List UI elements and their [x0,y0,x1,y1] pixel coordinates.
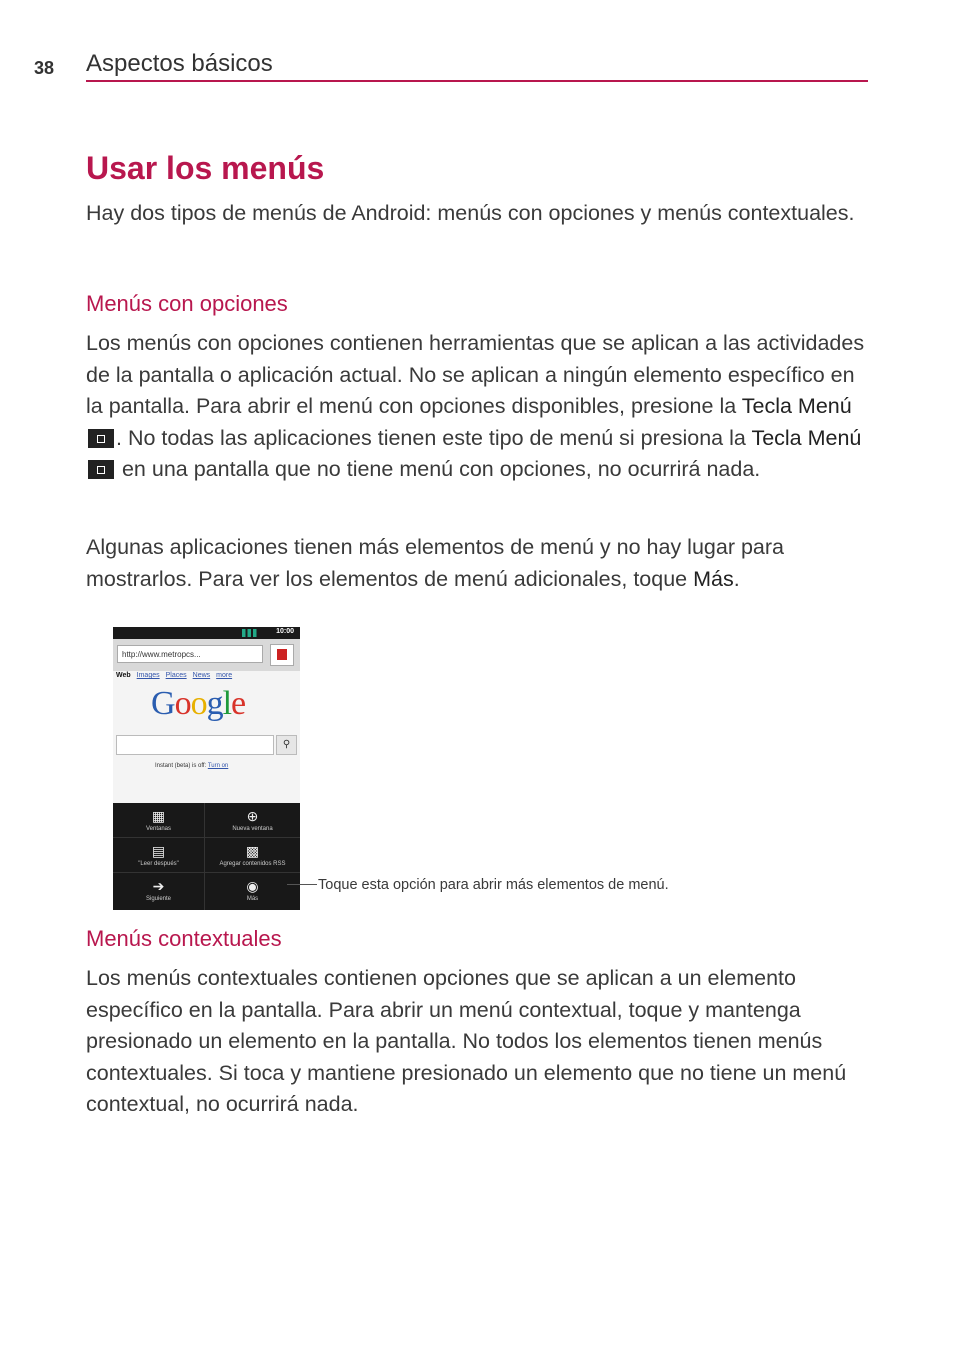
google-logo [151,685,245,723]
options-text-part: . No todas las aplicaciones tienen este tipo de menú si presiona la [116,425,752,450]
menu-item-label: Siguiente [145,896,172,902]
signal-icon [242,629,260,637]
windows-icon: ▦ [151,808,166,824]
menu-item-label: "Leer después" [138,861,179,867]
options-menu-heading: Menús con opciones [86,291,288,316]
intro-paragraph: Hay dos tipos de menús de Android: menús con opciones y menús contextuales. [86,201,855,225]
forward-arrow-icon: ➔ [152,878,165,894]
header-rule [86,80,868,82]
menu-key-icon [88,429,114,448]
logo-letter: l [222,685,232,722]
menu-item-label: Más [246,896,259,902]
options-text-part: Algunas aplicaciones tienen más elementos de menú y no hay lugar para mostrarlos. Para ver los elementos de menú adicionales, toque [86,535,784,591]
menu-key-label: Tecla Menú [751,425,862,450]
options-text-part: . [733,566,740,591]
menu-item-rss[interactable] [205,838,300,873]
bookmark-icon[interactable] [270,644,294,666]
logo-letter: G [151,685,175,722]
options-text-part: Los menús con opciones contienen herramientas que se aplican a las actividades de la pantalla o aplicación actual. No se aplican a ningún elemento específico en la pantalla. Para abrir el menú con opciones disponibles, presione la [86,331,865,419]
menu-item-more[interactable] [205,873,300,910]
google-links [116,672,232,679]
running-head: Aspectos básicos [86,50,273,77]
link-places[interactable]: Places [165,672,187,679]
page-title: Usar los menús [86,150,325,186]
link-web[interactable]: Web [116,672,131,679]
more-label: Más [693,566,734,591]
search-input[interactable] [116,735,274,755]
logo-letter: o [190,685,207,722]
context-menu-heading: Menús contextuales [86,926,282,951]
options-menu-paragraph-1 [86,328,871,486]
menu-item-forward[interactable] [113,873,205,910]
read-later-icon: ▤ [151,843,166,859]
callout-line [287,884,317,885]
options-menu-panel [113,803,300,910]
url-field[interactable]: http://www.metropcs... [117,645,263,663]
menu-item-read-later[interactable] [113,838,205,873]
page-number: 38 [34,58,55,78]
options-menu-paragraph-2 [86,532,871,595]
more-icon: ◉ [246,878,259,894]
url-bar [113,639,300,671]
menu-item-new-window[interactable] [205,803,300,838]
status-bar [113,627,300,639]
link-news[interactable]: News [192,672,211,679]
menu-item-windows[interactable] [113,803,205,838]
menu-key-icon [88,460,114,479]
instant-notice [155,763,228,769]
rss-icon: ▩ [245,843,260,859]
figure-caption: Toque esta opción para abrir más elementos de menú. [318,877,669,893]
phone-screenshot [113,627,300,910]
options-text-part: en una pantalla que no tiene menú con opciones, no ocurrirá nada. [116,457,761,482]
new-window-icon: ⊕ [246,808,259,824]
instant-text: Instant (beta) is off: [155,763,207,769]
instant-link[interactable]: Turn on [207,763,229,769]
menu-item-label: Ventanas [145,826,172,832]
menu-key-label: Tecla Menú [741,394,852,419]
logo-letter: e [231,685,246,722]
context-menu-paragraph: Los menús contextuales contienen opciones que se aplican a un elemento específico en la pantalla. Para abrir un menú contextual, toque y mantenga presionado un elemento en la pantalla. No todos los elementos tienen menús contextuales. Si toca y mantiene presionado un elemento que no tiene un menú contextual, no ocurrirá nada. [86,966,847,1117]
menu-item-label: Nueva ventana [232,826,273,832]
status-time: 10:00 [276,628,294,635]
link-more[interactable]: more [216,672,233,679]
logo-letter: o [174,685,191,722]
search-icon[interactable]: ⚲ [276,735,297,755]
menu-item-label: Agregar contenidos RSS [219,861,286,867]
link-images[interactable]: Images [136,672,160,679]
logo-letter: g [206,685,223,722]
